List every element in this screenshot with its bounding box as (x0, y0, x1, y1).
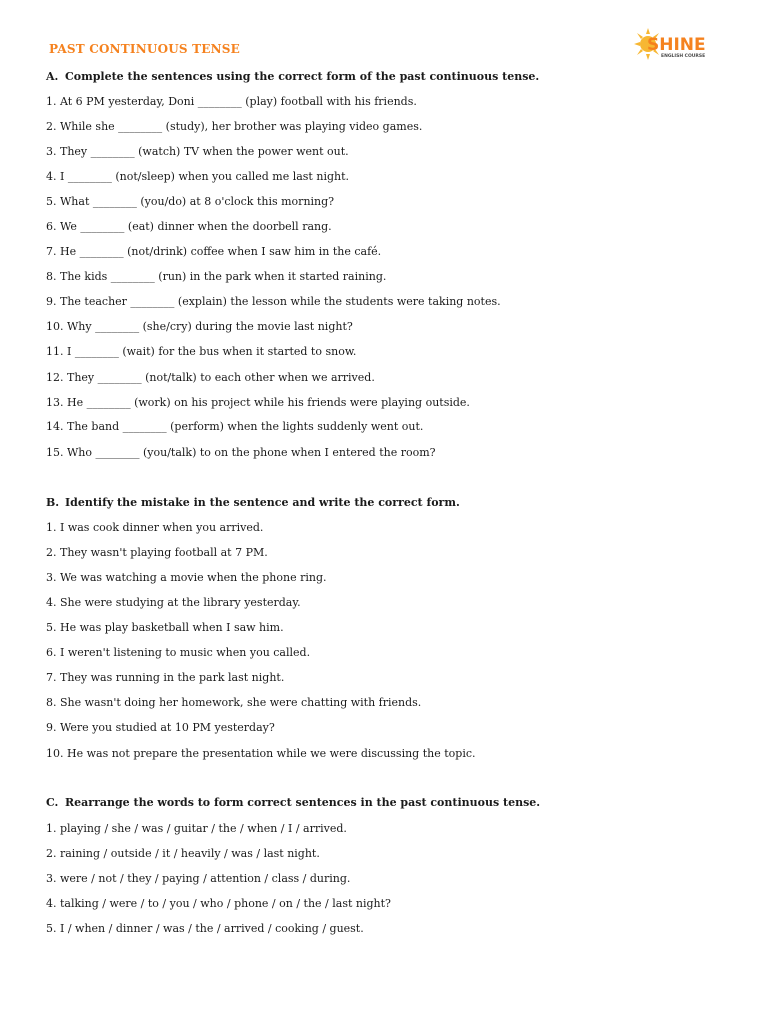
list-item: 14. The band ________ (perform) when the lights suddenly went out. (46, 420, 424, 433)
section-a-letter: A. (46, 70, 59, 83)
list-item: 7. He ________ (not/drink) coffee when I saw him in the café. (46, 245, 382, 258)
list-item: 4. talking / were / to / you / who / phone / on / the / last night? (46, 897, 391, 910)
list-item: 10. He was not prepare the presentation while we were discussing the topic. (46, 747, 476, 760)
list-item: 2. While she ________ (study), her brother was playing video games. (46, 120, 423, 133)
logo-brand: SHINE (647, 35, 706, 55)
page-title: PAST CONTINUOUS TENSE (49, 42, 241, 56)
shine-logo (634, 26, 718, 62)
list-item: 3. were / not / they / paying / attention / class / during. (46, 872, 351, 885)
section-c-letter: C. (46, 796, 59, 809)
list-item: 8. The kids ________ (run) in the park when it started raining. (46, 270, 387, 283)
list-item: 4. I ________ (not/sleep) when you called me last night. (46, 170, 349, 183)
section-c-text: Rearrange the words to form correct sentences in the past continuous tense. (65, 796, 541, 809)
section-a-heading (46, 70, 539, 83)
list-item: 5. I / when / dinner / was / the / arrived / cooking / guest. (46, 922, 364, 935)
section-b-text: Identify the mistake in the sentence and write the correct form. (65, 496, 460, 509)
list-item: 1. playing / she / was / guitar / the / when / I / arrived. (46, 822, 347, 835)
list-item: 1. I was cook dinner when you arrived. (46, 521, 264, 534)
section-b-heading (46, 496, 460, 509)
list-item: 5. He was play basketball when I saw him. (46, 621, 284, 634)
list-item: 2. They wasn't playing football at 7 PM. (46, 546, 268, 559)
logo-tagline: ENGLISH COURSE (661, 54, 706, 59)
section-a-text: Complete the sentences using the correct form of the past continuous tense. (65, 70, 540, 83)
list-item: 4. She were studying at the library yesterday. (46, 596, 301, 609)
list-item: 6. We ________ (eat) dinner when the doorbell rang. (46, 220, 332, 233)
section-c-heading (46, 796, 540, 809)
list-item: 11. I ________ (wait) for the bus when it started to snow. (46, 345, 357, 358)
list-item: 7. They was running in the park last night. (46, 671, 285, 684)
list-item: 10. Why ________ (she/cry) during the movie last night? (46, 320, 353, 333)
section-b-letter: B. (46, 496, 60, 509)
list-item: 8. She wasn't doing her homework, she were chatting with friends. (46, 696, 422, 709)
list-item: 6. I weren't listening to music when you called. (46, 646, 311, 659)
list-item: 9. Were you studied at 10 PM yesterday? (46, 721, 275, 734)
list-item: 12. They ________ (not/talk) to each other when we arrived. (46, 371, 375, 384)
list-item: 3. We was watching a movie when the phone ring. (46, 571, 327, 584)
list-item: 15. Who ________ (you/talk) to on the phone when I entered the room? (46, 446, 436, 459)
list-item: 1. At 6 PM yesterday, Doni ________ (play) football with his friends. (46, 95, 417, 108)
list-item: 3. They ________ (watch) TV when the power went out. (46, 145, 349, 158)
list-item: 5. What ________ (you/do) at 8 o'clock this morning? (46, 195, 335, 208)
sun-icon (634, 26, 718, 62)
list-item: 13. He ________ (work) on his project while his friends were playing outside. (46, 396, 470, 409)
list-item: 2. raining / outside / it / heavily / was / last night. (46, 847, 320, 860)
list-item: 9. The teacher ________ (explain) the lesson while the students were taking notes. (46, 295, 501, 308)
